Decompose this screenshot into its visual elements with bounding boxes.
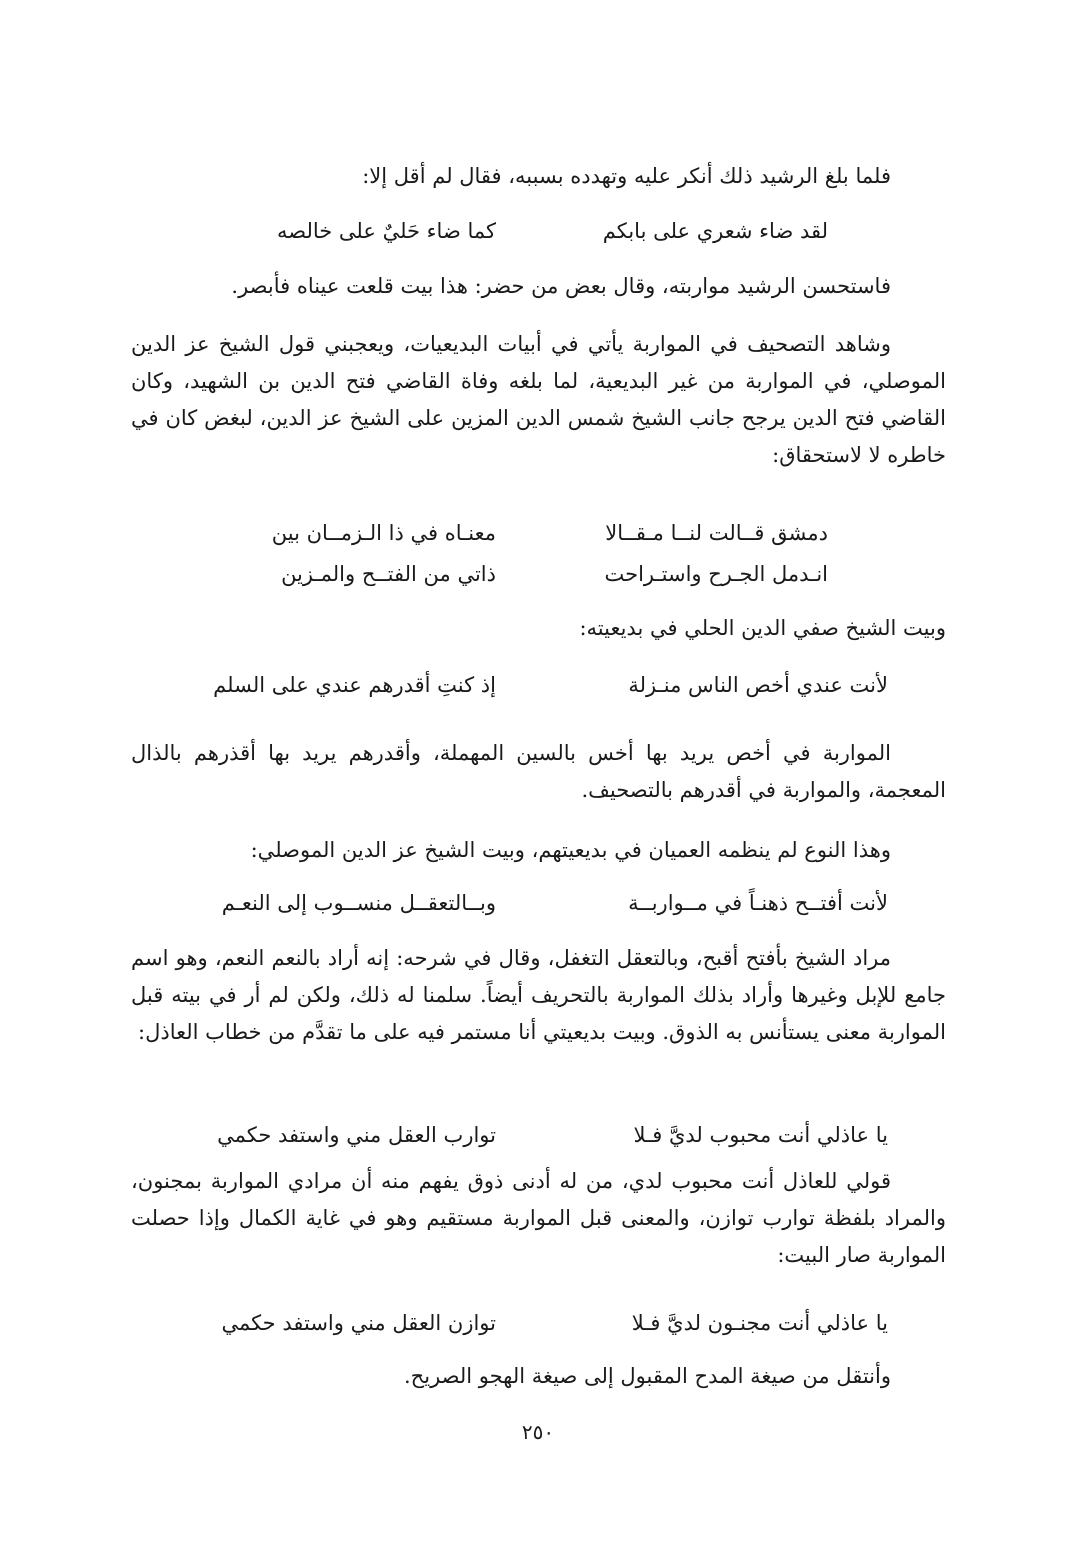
paragraph-2: فاستحسن الرشيد مواربته، وقال بعض من حضر: هذا بيت قلعت عيناه فأبصر. [231,274,891,298]
verse-3-first-hemistich: انـدمل الجـرح واستـراحت [604,562,828,586]
verse-4-first-hemistich: لأنت عندي أخص الناس منـزلة [628,673,888,697]
verse-6-first-hemistich: يا عاذلي أنت محبوب لديَّ فـلا [633,1123,888,1147]
verse-6 [0,1117,1076,1154]
verse-4-second-hemistich: إذ كنتِ أقدرهم عندي على السلم [213,673,496,697]
verse-6-second-hemistich: توارب العقل مني واستفد حكمي [217,1123,496,1147]
verse-5-second-hemistich: وبــالتعقــل منســوب إلى النعـم [221,891,496,915]
verse-3 [0,556,1076,593]
verse-1 [0,213,1076,250]
verse-7 [0,1305,1076,1342]
paragraph-8: قولي للعاذل أنت محبوب لدي، من له أدنى ذوق يفهم منه أن مرادي المواربة بمجنون، والمراد بلفظة توارب توازن، والمعنى قبل المواربة مستقيم وهو في غاية الكمال وإذا حصلت المواربة صار البيت: [131,1169,946,1267]
paragraph-4: وبيت الشيخ صفي الدين الحلي في بديعيته: [579,616,946,640]
paragraph-7: مراد الشيخ بأفتح أقبح، وبالتعقل التغفل، وقال في شرحه: إنه أراد بالنعم النعم، وهو اسم جامع للإبل وغيرها وأراد بذلك المواربة بالتحريف أيضاً. سلمنا له ذلك، ولكن لم أر في بيته قبل المواربة معنى يستأنس به الذوق. وبيت بديعيتي أنا مستمر فيه على ما تقدَّم من خطاب العاذل: [131,946,946,1044]
verse-1-second-hemistich: كما ضاء حَليٌ على خالصه [276,219,496,243]
verse-3-second-hemistich: ذاتي من الفتــح والمـزين [281,562,496,586]
verse-1-first-hemistich: لقد ضاء شعري على بابكم [602,219,828,243]
verse-7-first-hemistich: يا عاذلي أنت مجنـون لديَّ فـلا [631,1311,888,1335]
page-number: ٢٥٠ [521,1420,555,1444]
verse-5-first-hemistich: لأنت أفتــح ذهنـاً في مــواربــة [628,891,888,915]
paragraph-5: المواربة في أخص يريد بها أخس بالسين المهملة، وأقدرهم يريد بها أقذرهم بالذال المعجمة، والمواربة في أقدرهم بالتصحيف. [131,741,946,802]
paragraph-3: وشاهد التصحيف في المواربة يأتي في أبيات البديعيات، ويعجبني قول الشيخ عز الدين الموصلي، في المواربة من غير البديعية، لما بلغه وفاة القاضي فتح الدين بن الشهيد، وكان القاضي فتح الدين يرجح جانب الشيخ شمس الدين المزين على الشيخ عز الدين، لبغض كان في خاطره لا لاستحقاق: [131,332,946,467]
paragraph-9: وأنتقل من صيغة المدح المقبول إلى صيغة الهجو الصريح. [404,1364,891,1388]
paragraph-1: فلما بلغ الرشيد ذلك أنكر عليه وتهدده بسببه، فقال لم أقل إلا: [362,164,891,188]
paragraph-6: وهذا النوع لم ينظمه العميان في بديعيتهم، وبيت الشيخ عز الدين الموصلي: [250,838,891,862]
verse-4 [0,667,1076,704]
verse-2 [0,515,1076,552]
verse-2-first-hemistich: دمشق قــالت لنــا مـقــالا [605,521,828,545]
verse-2-second-hemistich: معنـاه في ذا الـزمــان بين [271,521,496,545]
verse-5 [0,885,1076,922]
verse-7-second-hemistich: توازن العقل مني واستفد حكمي [221,1311,496,1335]
